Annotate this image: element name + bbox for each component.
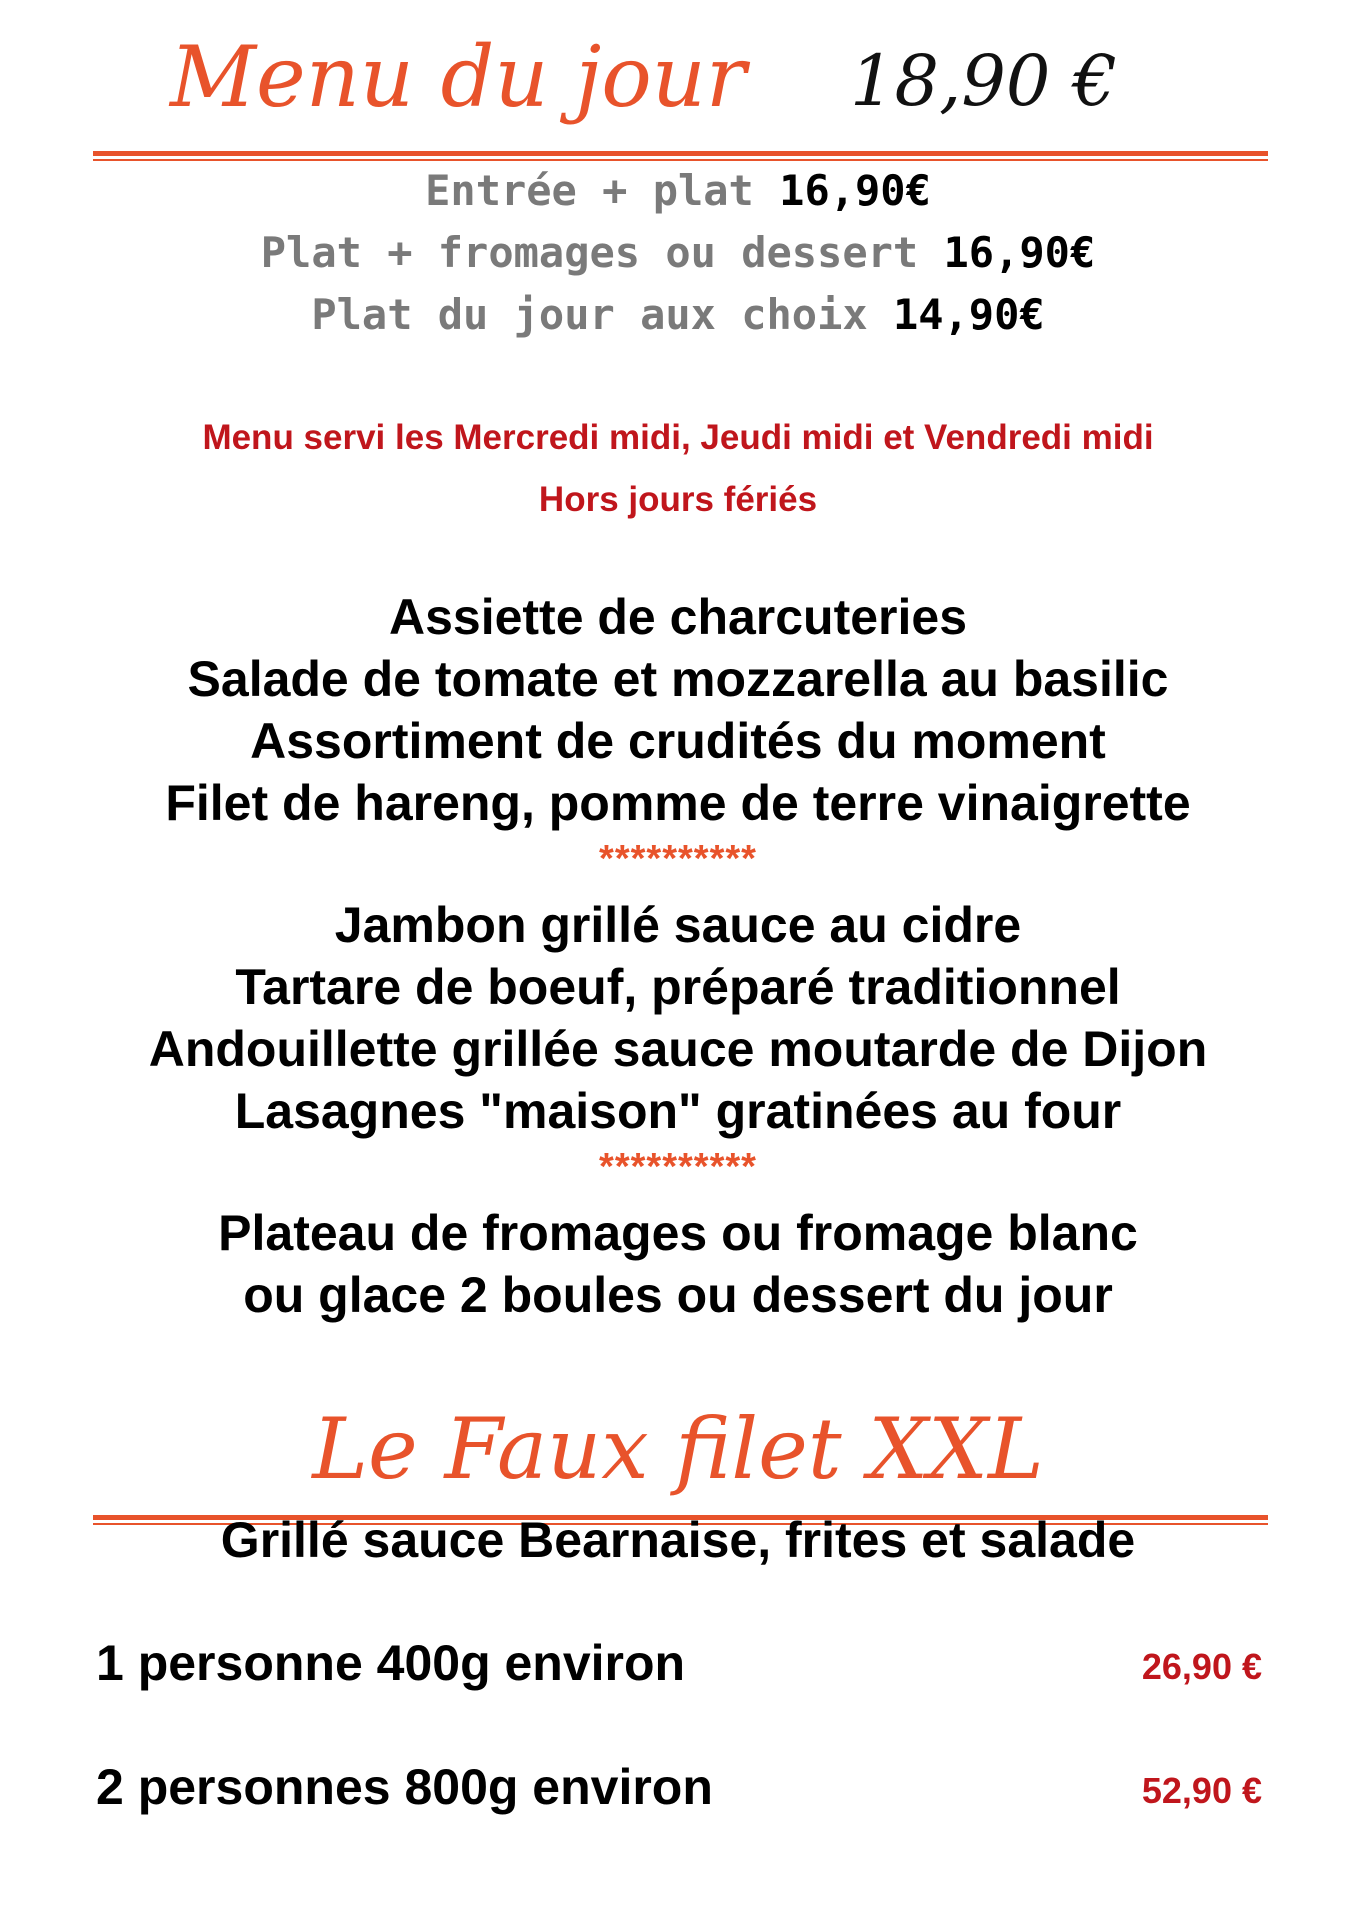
starter-item: Assiette de charcuteries bbox=[388, 589, 968, 645]
special-option-price: 52,90 € bbox=[1141, 1770, 1262, 1811]
special-title: Le Faux filet XXL bbox=[312, 1400, 1044, 1498]
course-separator: ********** bbox=[599, 838, 757, 880]
formula-label: Plat du jour aux choix bbox=[311, 290, 868, 339]
special-option-label: 1 personne 400g environ bbox=[96, 1635, 686, 1691]
special-subtitle: Grillé sauce Bearnaise, frites et salade bbox=[220, 1512, 1136, 1568]
service-days-notice: Menu servi les Mercredi midi, Jeudi midi et Vendredi midi bbox=[202, 418, 1154, 457]
starter-item: Salade de tomate et mozzarella au basilic bbox=[187, 651, 1169, 707]
starter-item: Assortiment de crudités du moment bbox=[250, 713, 1106, 769]
formula-plat-fromages-dessert bbox=[0, 228, 1356, 277]
course-separator: ********** bbox=[599, 1146, 757, 1188]
menu-title: Menu du jour bbox=[170, 28, 747, 126]
holidays-notice: Hors jours fériés bbox=[538, 480, 818, 519]
formula-label: Entrée + plat bbox=[425, 166, 754, 215]
formula-price: 16,90€ bbox=[779, 166, 931, 215]
main-item: Lasagnes "maison" gratinées au four bbox=[234, 1083, 1122, 1139]
menu-price: 18,90 € bbox=[850, 40, 1118, 122]
main-item: Tartare de boeuf, préparé traditionnel bbox=[235, 959, 1121, 1015]
special-option-label: 2 personnes 800g environ bbox=[96, 1759, 713, 1815]
header-divider bbox=[93, 151, 1268, 161]
formula-entree-plat bbox=[0, 166, 1356, 215]
main-item: Jambon grillé sauce au cidre bbox=[334, 897, 1022, 953]
formula-price: 16,90€ bbox=[943, 228, 1096, 277]
formula-label: Plat + fromages ou dessert bbox=[260, 228, 919, 277]
dessert-item: ou glace 2 boules ou dessert du jour bbox=[243, 1267, 1113, 1323]
dessert-item: Plateau de fromages ou fromage blanc bbox=[218, 1205, 1138, 1261]
main-item: Andouillette grillée sauce moutarde de Dijon bbox=[148, 1021, 1208, 1077]
formula-plat-du-jour bbox=[0, 290, 1356, 339]
special-option-price: 26,90 € bbox=[1141, 1646, 1262, 1687]
starter-item: Filet de hareng, pomme de terre vinaigrette bbox=[165, 775, 1191, 831]
formula-price: 14,90€ bbox=[892, 290, 1045, 339]
